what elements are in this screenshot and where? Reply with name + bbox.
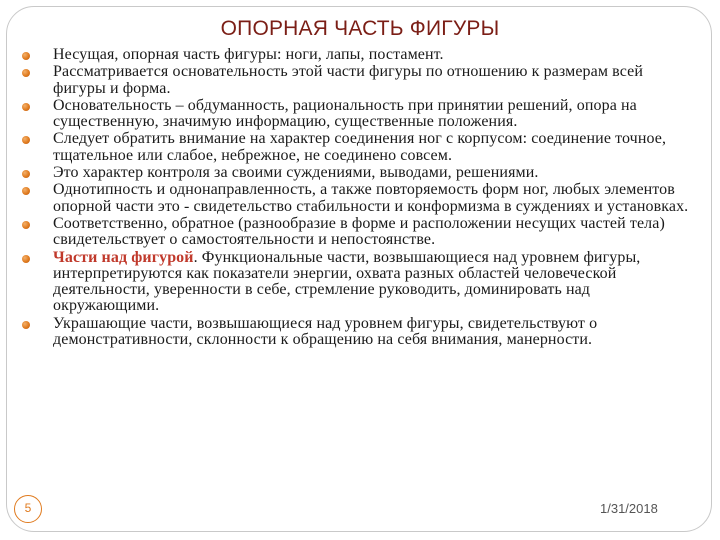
page-number: 5 [14, 495, 42, 523]
bullet-dot-icon [22, 136, 30, 144]
list-item [19, 250, 689, 315]
bullet-text: Это характер контроля за своими суждениями, выводами, решениями. [53, 164, 539, 182]
bullet-text: Однотипность и однонаправленность, а также повторяемость форм ног, любых элементов опорной части это - свидетельство стабильности и конформизма в суждениях и установках. [53, 181, 689, 215]
bullet-dot-icon [22, 321, 30, 329]
list-item [19, 64, 689, 97]
slide-title: ОПОРНАЯ ЧАСТЬ ФИГУРЫ [220, 17, 500, 40]
list-item [19, 98, 689, 131]
bullet-dot-icon [22, 187, 30, 195]
bullet-text: Следует обратить внимание на характер соединения ног с корпусом: соединение точное, тщательное или слабое, небрежное, не соединено совсем. [53, 130, 667, 164]
bullet-dot-icon [22, 103, 30, 111]
bullet-dot-icon [22, 255, 30, 263]
bullet-text: . Функциональные части, возвышающиеся над уровнем фигуры, интерпретируются как показатели энергии, охвата разных областей человеческой деятельности, уверенности в себе, стремление руководить, доминировать над окружающими. [53, 248, 641, 315]
bullet-text: Рассматривается основательность этой части фигуры по отношению к размерам всей фигуры и форма. [53, 63, 643, 97]
bullet-list [19, 47, 689, 349]
bullet-dot-icon [22, 52, 30, 60]
list-item [19, 131, 689, 164]
bullet-text: Соответственно, обратное (разнообразие в форме и расположении несущих частей тела) свидетельствует о самостоятельности и непостоянстве. [53, 214, 665, 249]
list-item [19, 316, 689, 349]
list-item [19, 182, 689, 215]
bullet-text: Украшающие части, возвышающиеся над уровнем фигуры, свидетельствуют о демонстративности, склонности к обращению на себя внимания, манерности. [53, 314, 598, 349]
list-item [19, 216, 689, 249]
bullet-dot-icon [22, 69, 30, 77]
highlight-lead: Части над фигурой [53, 248, 194, 266]
slide-date: 1/31/2018 [600, 501, 658, 516]
list-item [19, 47, 689, 63]
bullet-text: Несущая, опорная часть фигуры: ноги, лапы, постамент. [53, 46, 444, 63]
bullet-text: Основательность – обдуманность, рациональность при принятии решений, опора на существенную, значимую информацию, существенные положения. [53, 96, 637, 131]
bullet-dot-icon [22, 221, 30, 229]
bullet-dot-icon [22, 170, 30, 178]
list-item [19, 165, 689, 181]
